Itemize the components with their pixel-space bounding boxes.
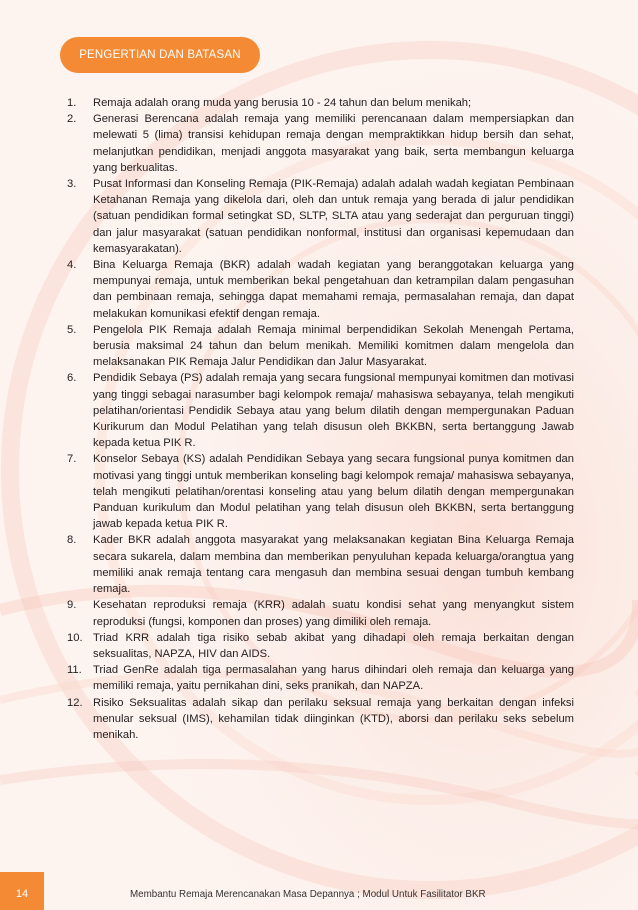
list-item-text: Pendidik Sebaya (PS) adalah remaja yang secara fungsional mempunyai komitmen dan motivasi yang tinggi sebagai narasumber bagi kelompok remaja/ mahasiswa sebayanya, telah mengikuti pelatihan/orientasi Pendidik Sebaya atau yang belum dilatih dengan mempergunakan Paduan Kurikurum dan Modul Pelatihan yang telah disusun oleh BKKBN, serta bertanggung Jawab kepada ketua PIK R. [93,372,574,450]
list-item-number: 11. [67,664,82,677]
definitions-list-container [67,95,574,743]
list-item-number: 5. [67,323,77,336]
list-item [67,257,574,322]
list-item-text: Remaja adalah orang muda yang berusia 10 - 24 tahun dan belum menikah; [93,97,472,109]
list-item-text: Triad KRR adalah tiga risiko sebab akibat yang dihadapi oleh remaja berkaitan dengan seksualitas, NAPZA, HIV dan AIDS. [93,631,574,660]
list-item-number: 9. [67,599,77,612]
list-item [67,322,574,371]
list-item-text: Konselor Sebaya (KS) adalah Pendidikan Sebaya yang secara fungsional punya komitmen dan motivasi yang tinggi untuk memberikan konseling bagi kelompok remaja/ mahasiswa sebayanya, telah mengikuti pelatihan/orentasi konseling atau yang belum dilatih dengan mempergunakan Panduan kurikulum dan Modul pelatihan yang telah disusun oleh BKKBN, serta bertanggung jawab kepada ketua PIK R. [93,453,574,531]
list-item [67,111,574,176]
list-item-number: 6. [67,372,77,385]
list-item [67,370,574,451]
definitions-list [67,95,574,743]
list-item [67,95,574,111]
list-item [67,451,574,532]
list-item-number: 4. [67,259,77,272]
list-item-number: 10. [67,631,83,644]
section-title-badge: PENGERTIAN DAN BATASAN [60,37,260,73]
list-item-text: Pusat Informasi dan Konseling Remaja (PIK-Remaja) adalah adalah wadah kegiatan Pembinaan Ketahanan Remaja yang dikelola dari, oleh dan untuk remaja yang berada di jalur pendidikan (satuan pendidikan formal setingkat SD, SLTP, SLTA atau yang sederajat dan perguruan tinggi) dan jalur masyarakat (satuan pendidikan nonformal, institusi dan organisasi kepemudaan dan kemasyarakatan). [93,178,574,255]
footer-text: Membantu Remaja Merencanakan Masa Depannya ; Modul Untuk Fasilitator BKR [130,889,486,900]
list-item-text: Kesehatan reproduksi remaja (KRR) adalah suatu kondisi sehat yang menyangkut sistem reproduksi (fungsi, komponen dan proses) yang dimiliki oleh remaja. [93,599,574,628]
list-item [67,630,574,662]
list-item [67,597,574,629]
list-item-text: Generasi Berencana adalah remaja yang memiliki perencanaan dalam mempersiapkan dan melewati 5 (lima) transisi kehidupan remaja dengan mempraktikkan hidup bersih dan sehat, melanjutkan pendidikan, menjadi anggota masyarakat yang baik, serta membangun keluarga yang berkualitas. [93,113,574,174]
list-item-number: 1. [67,97,77,109]
list-item [67,695,574,744]
list-item-text: Kader BKR adalah anggota masyarakat yang melaksanakan kegiatan Bina Keluarga Remaja secara sukarela, dalam membina dan memberikan penyuluhan kepada keluarga/orangtua yang memiliki anak remaja tentang cara mengasuh dan membina sesuai dengan tumbuh kembang remaja. [93,534,574,596]
list-item-number: 12. [67,696,83,709]
list-item [67,176,574,257]
list-item [67,532,574,597]
list-item-text: Bina Keluarga Remaja (BKR) adalah wadah kegiatan yang beranggotakan keluarga yang mempunyai remaja, untuk memberikan bekal pengetahuan dan ketrampilan dalam pengasuhan dan pembinaan remaja, sehingga dapat memahami remaja, permasalahan remaja, dan dapat melakukan komunikasi efektif dengan remaja. [93,259,574,320]
list-item-text: Triad GenRe adalah tiga permasalahan yang harus dihindari oleh remaja dan keluarga yang memiliki remaja, yaitu pernikahan dini, seks pranikah, dan NAPZA. [93,664,574,693]
list-item-text: Risiko Seksualitas adalah sikap dan perilaku seksual remaja yang berkaitan dengan infeksi menular seksual (IMS), kehamilan tidak diinginkan (KTD), aborsi dan perilaku seks sebelum menikah. [93,696,574,741]
page-number: 14 [15,888,29,900]
list-item-number: 8. [67,534,77,547]
list-item-number: 2. [67,113,77,126]
list-item-number: 7. [67,453,77,466]
list-item-text: Pengelola PIK Remaja adalah Remaja minimal berpendidikan Sekolah Menengah Pertama, berusia maksimal 24 tahun dan belum menikah. Memiliki komitmen dalam mengelola dan melaksanakan PIK Remaja Jalur Pendidikan dan Jalur Masyarakat. [93,323,574,369]
list-item [67,662,574,694]
list-item-number: 3. [67,178,77,191]
